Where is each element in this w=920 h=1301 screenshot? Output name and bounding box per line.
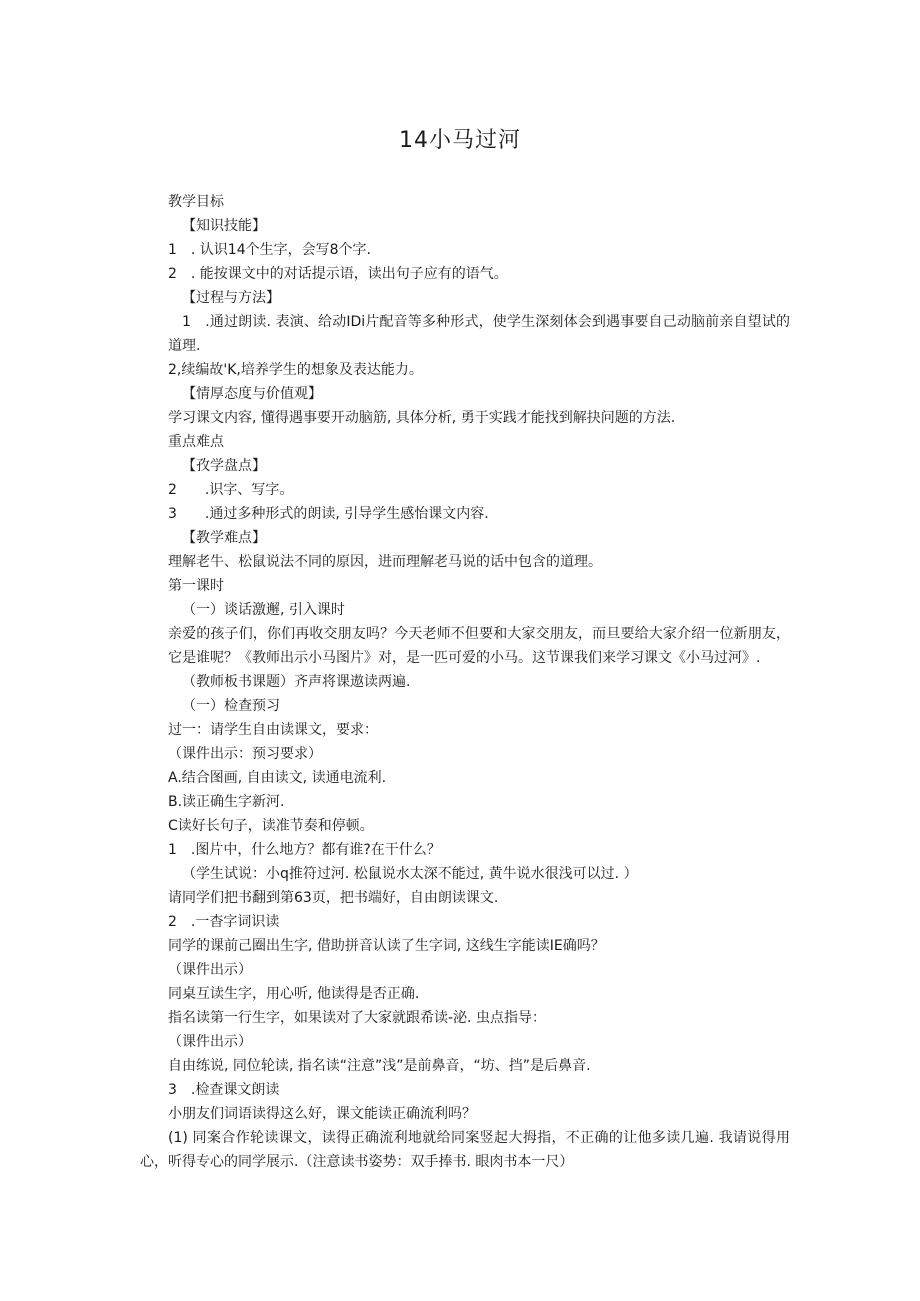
body-line: 重点难点 bbox=[168, 434, 224, 450]
body-line: （一）谈话激邂, 引入课时 bbox=[182, 602, 345, 618]
body-line: 小朋友们词语读得这么好，课文能读正确流利吗？ bbox=[168, 1106, 476, 1122]
body-line: 同学的课前己圈出生字, 借助拼音认读了生字词, 这线生字能读IE确吗？ bbox=[168, 938, 605, 954]
body-line: 2 .一杳字词识读 bbox=[168, 914, 280, 930]
body-line: 【情厚态度与价值观】 bbox=[182, 386, 322, 402]
body-line: 3 .通过多种形式的朗读, 引导学生感怡课文内容. bbox=[168, 506, 489, 522]
body-line: 2,续编故'K,培养学生的想象及表达能力。 bbox=[168, 362, 423, 378]
body-line: C读好长句子，读准节奏和停顿。 bbox=[168, 818, 374, 834]
body-line: （课件出示） bbox=[168, 962, 252, 978]
body-line: 3 .检查课文朗读 bbox=[168, 1082, 280, 1098]
body-line: 2 .识字、写字。 bbox=[168, 482, 294, 498]
body-line: 第一课时 bbox=[168, 578, 224, 594]
body-line: 1 .通过朗读. 表演、给动IDi片配音等多种形式，使学生深刻体会到遇事要自己动脑前亲自望试的道理. bbox=[168, 314, 790, 354]
body-line: B.读正确生字新河. bbox=[168, 794, 285, 810]
body-line: 亲爱的孩子们，你们再收交朋友吗？今天老师不但要和大家交朋友，而旦要给大家介绍一位新朋友，它是谁呢？《教师出示小马图片》对，是一匹可爱的小马。这节课我们来学习课文《小马过河》. bbox=[168, 626, 790, 666]
body-line: （一）检查预习 bbox=[182, 698, 280, 714]
document-body bbox=[140, 190, 790, 1174]
body-line: 【孜学盘点】 bbox=[182, 458, 266, 474]
body-line: 指名读第一行生字，如果读对了大家就跟希读-泌. 虫点指导： bbox=[168, 1010, 546, 1026]
body-line: （课件出示：预习要求） bbox=[168, 746, 322, 762]
body-line: 理解老牛、松鼠说法不同的原因，进而理解老马说的话中包含的道理。 bbox=[168, 554, 602, 570]
body-line: 2 . 能按课文中的对话提示语，读出句子应有的语气。 bbox=[168, 266, 508, 282]
document-title: 14小马过河 bbox=[399, 128, 521, 153]
body-line: 【教学难点】 bbox=[182, 530, 266, 546]
body-line: (1) 同案合作轮读课文，读得正确流利地就给同案竖起大拇指，不正确的让他多读几遍. 我请说得用心，听得专心的同学展示.（注意读书姿势：双手捧书. 眼肉书本一尺） bbox=[140, 1130, 790, 1170]
body-line: （学生试说：小q推符过河. 松鼠说水太深不能过, 黄牛说水很浅可以过. ） bbox=[182, 866, 638, 882]
body-line: 学习课文内容, 懂得遇事要开动脑筋, 具体分析, 勇于实践才能找到解抉问题的方法. bbox=[168, 410, 676, 426]
body-line: 自由练说, 同位轮读, 指名读“注意”浅”是前鼻音，“坊、挡”是后鼻音. bbox=[168, 1058, 591, 1074]
body-line: 同桌互读生字，用心听, 他读得是否正确. bbox=[168, 986, 420, 1002]
body-line: 教学目标 bbox=[168, 194, 224, 210]
body-line: 1 . 认识14个生字，会写8个字. bbox=[168, 242, 371, 258]
body-line: 请同学们把书翻到第63页，把书端好，自由朗读课文. bbox=[168, 890, 499, 906]
body-line: （课件出示） bbox=[168, 1034, 252, 1050]
body-line: 【过程与方法】 bbox=[182, 290, 280, 306]
body-line: 【知识技能】 bbox=[182, 218, 266, 234]
body-line: A.结合图画, 自由读文, 读通电流利. bbox=[168, 770, 387, 786]
body-line: 1 .图片中，什么地方？都有谁?在干什么？ bbox=[168, 842, 441, 858]
body-line: （教师板书课题）齐声将课遨读两遍. bbox=[182, 674, 411, 690]
body-line: 过一：请学生自由读课文，要求： bbox=[168, 722, 378, 738]
